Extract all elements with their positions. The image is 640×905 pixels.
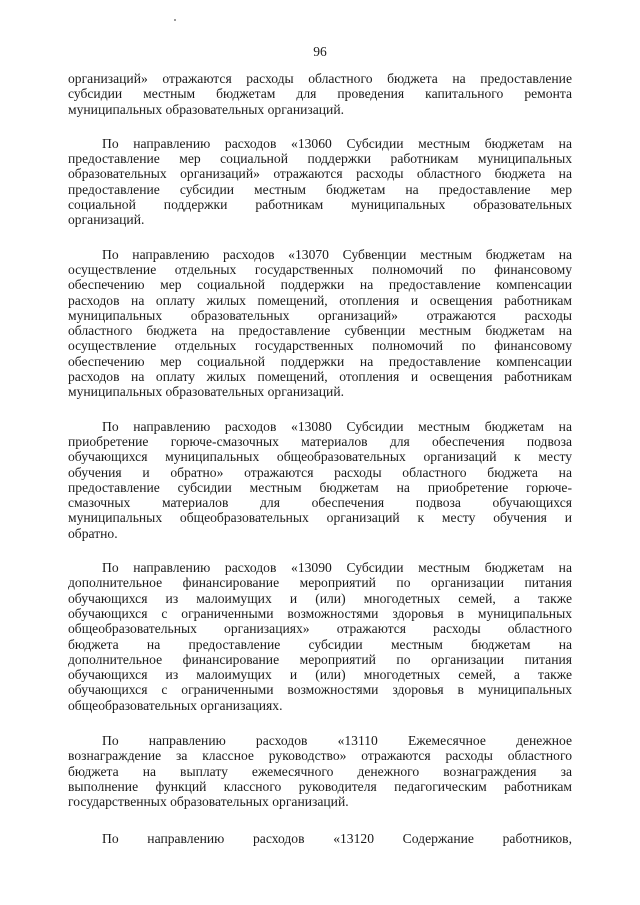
text-line: субсидии местным бюджетам для проведения капитального ремонта xyxy=(68,86,572,102)
text-line: дополнительное финансирование мероприятий по организации питания xyxy=(68,651,572,667)
text-line: приобретение горюче-смазочных материалов для обеспечения подвоза xyxy=(68,433,572,449)
page-number: 96 xyxy=(313,44,327,59)
text-line: муниципальных образовательных организаций. xyxy=(68,101,345,117)
paragraph-13080 xyxy=(68,419,572,541)
text-line: По направлению расходов «13060 Субсидии местным бюджетам на xyxy=(102,135,572,151)
text-line: общеобразовательных организациях. xyxy=(68,697,283,713)
text-line: бюджета на предоставление субсидии местным бюджетам на xyxy=(68,636,572,652)
text-line: организаций. xyxy=(68,212,145,228)
text-line: По направлению расходов «13090 Субсидии местным бюджетам на xyxy=(102,560,572,576)
text-line: расходов на оплату жилых помещений, отопления и освещения работникам xyxy=(68,369,572,385)
text-line: вознаграждение за классное руководство» отражаются расходы областного xyxy=(68,748,572,764)
text-line: По направлению расходов «13110 Ежемесячное денежное xyxy=(102,732,572,748)
text-line: обучения и обратно» отражаются расходы областного бюджета на xyxy=(68,464,572,480)
text-line: обратно. xyxy=(68,525,118,541)
text-line: осуществление отдельных государственных полномочий по финансовому xyxy=(68,338,572,354)
paragraph-13120 xyxy=(68,831,572,846)
text-line: обеспечению мер социальной поддержки на предоставление компенсации xyxy=(68,353,572,369)
text-line: обучающихся с ограниченными возможностями здоровья в муниципальных xyxy=(68,682,572,698)
text-line: муниципальных образовательных организаций. xyxy=(68,384,345,400)
text-line: По направлению расходов «13080 Субсидии местным бюджетам на xyxy=(102,418,572,434)
text-line: смазочных материалов для обеспечения подвоза обучающихся xyxy=(68,495,572,511)
document-body xyxy=(68,71,572,866)
paragraph-13090 xyxy=(68,560,572,713)
text-line: По направлению расходов «13070 Субвенции местным бюджетам на xyxy=(102,246,572,262)
text-line: дополнительное финансирование мероприятий по организации питания xyxy=(68,575,572,591)
text-line: муниципальных общеобразовательных организаций к месту обучения и xyxy=(68,510,572,526)
text-line: осуществление отдельных государственных полномочий по финансовому xyxy=(68,261,572,277)
text-line: По направлению расходов «13120 Содержание работников, xyxy=(102,831,572,847)
text-line: муниципальных образовательных организаций» отражаются расходы xyxy=(68,307,572,323)
text-line: организаций» отражаются расходы областного бюджета на предоставление xyxy=(68,71,572,86)
text-line: образовательных организаций» отражаются расходы областного бюджета на xyxy=(68,166,572,182)
text-line: обучающихся из малоимущих и (или) многодетных семей, а также xyxy=(68,590,572,606)
text-line: обучающихся из малоимущих и (или) многодетных семей, а также xyxy=(68,667,572,683)
text-line: бюджета на выплату ежемесячного денежного вознаграждения за xyxy=(68,763,572,779)
text-line: предоставление субсидии местным бюджетам на приобретение горюче- xyxy=(68,479,572,495)
text-line: областного бюджета на предоставление субвенции местным бюджетам на xyxy=(68,323,572,339)
text-line: государственных образовательных организаций. xyxy=(68,794,349,810)
text-line: предоставление субсидии местным бюджетам на предоставление мер xyxy=(68,181,572,197)
text-line: обучающихся муниципальных общеобразовательных организаций к месту xyxy=(68,449,572,465)
paragraph-13070 xyxy=(68,247,572,400)
text-line: обеспечению мер социальной поддержки на предоставление компенсации xyxy=(68,277,572,293)
paragraph-13060 xyxy=(68,136,572,228)
paragraph-continuation xyxy=(68,71,572,117)
paragraph-13110 xyxy=(68,733,572,809)
text-line: расходов на оплату жилых помещений, отопления и освещения работникам xyxy=(68,292,572,308)
text-line: социальной поддержки работникам муниципальных образовательных xyxy=(68,197,572,213)
text-line: выполнение функций классного руководителя педагогическим работникам xyxy=(68,778,572,794)
text-line: обучающихся с ограниченными возможностями здоровья в муниципальных xyxy=(68,605,572,621)
text-line: предоставление мер социальной поддержки работникам муниципальных xyxy=(68,151,572,167)
scan-speck xyxy=(174,19,176,21)
text-line: общеобразовательных организациях» отражаются расходы областного xyxy=(68,621,572,637)
